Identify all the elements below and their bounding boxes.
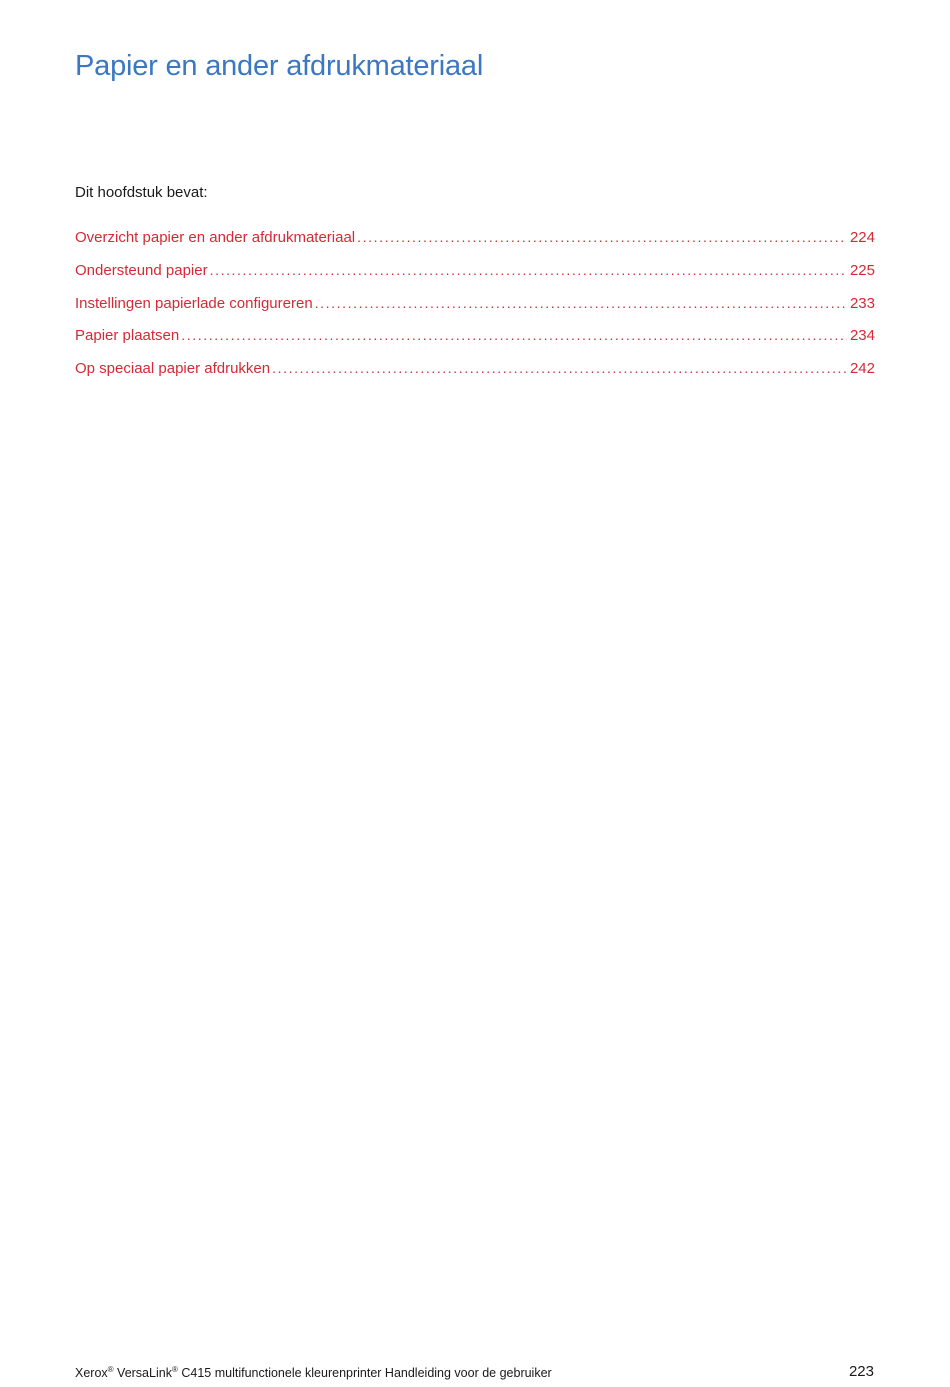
toc-item-label[interactable]: Ondersteund papier: [75, 261, 208, 279]
toc-item-overview[interactable]: [75, 229, 875, 262]
footer-brand: Xerox: [75, 1366, 108, 1380]
toc-item-special-paper[interactable]: [75, 360, 875, 393]
dot-leader: [315, 295, 847, 311]
dot-leader: [210, 262, 847, 278]
page-number: 223: [848, 1363, 874, 1380]
table-of-contents: [75, 229, 875, 393]
chapter-intro: Dit hoofdstuk bevat:: [75, 184, 208, 201]
toc-item-page[interactable]: 234: [849, 327, 875, 345]
toc-item-label[interactable]: Op speciaal papier afdrukken: [75, 360, 271, 378]
toc-item-tray-settings[interactable]: [75, 295, 875, 328]
dot-leader: [357, 229, 847, 245]
registered-mark: ®: [171, 1365, 178, 1374]
footer-product: VersaLink: [117, 1366, 172, 1380]
footer-product-line: [75, 1366, 552, 1380]
toc-item-page[interactable]: 224: [849, 229, 875, 246]
page-title: Papier en ander afdrukmateriaal: [75, 50, 484, 82]
toc-item-label[interactable]: Overzicht papier en ander afdrukmateriaal: [75, 229, 356, 246]
toc-item-supported-paper[interactable]: [75, 262, 875, 295]
registered-mark: ®: [107, 1365, 114, 1374]
toc-item-page[interactable]: 242: [849, 360, 875, 378]
dot-leader: [272, 360, 847, 376]
toc-item-label[interactable]: Instellingen papierlade configureren: [75, 294, 313, 312]
footer-description: C415 multifunctionele kleurenprinter Handleiding voor de gebruiker: [181, 1366, 552, 1380]
toc-item-label[interactable]: Papier plaatsen: [75, 327, 180, 345]
toc-item-page[interactable]: 225: [849, 261, 875, 279]
dot-leader: [181, 327, 847, 343]
toc-item-page[interactable]: 233: [849, 294, 875, 312]
toc-item-loading-paper[interactable]: [75, 327, 875, 360]
